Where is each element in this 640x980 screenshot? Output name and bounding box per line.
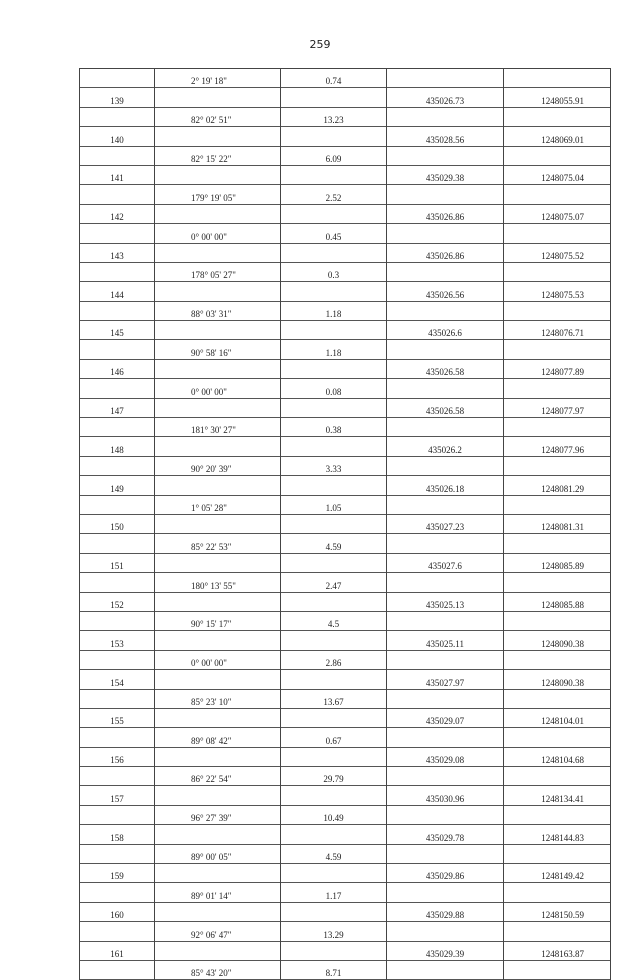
angle-cell: 181° 30' 27" [155,418,281,437]
angle-cell: 178° 05' 27" [155,262,281,281]
x-coordinate-cell: 435026.56 [387,282,504,301]
table-row [80,689,611,708]
point-number-cell: 144 [80,282,155,301]
x-coordinate-cell: 435030.96 [387,786,504,805]
point-number-cell: 152 [80,592,155,611]
angle-cell: 180° 13' 55" [155,573,281,592]
table-row [80,243,611,262]
table-row [80,883,611,902]
distance-cell: 0.38 [281,418,387,437]
table-row [80,592,611,611]
distance-cell [281,747,387,766]
x-coordinate-cell: 435029.08 [387,747,504,766]
point-number-cell: 159 [80,864,155,883]
point-number-cell [80,650,155,669]
x-coordinate-cell: 435026.58 [387,398,504,417]
table-row [80,747,611,766]
x-coordinate-cell [387,301,504,320]
distance-cell [281,592,387,611]
x-coordinate-cell: 435027.6 [387,553,504,572]
point-number-cell: 142 [80,204,155,223]
angle-cell: 85° 22' 53" [155,534,281,553]
point-number-cell [80,883,155,902]
point-number-cell: 150 [80,514,155,533]
distance-cell [281,243,387,262]
y-coordinate-cell: 1248076.71 [504,321,611,340]
table-row [80,185,611,204]
point-number-cell [80,728,155,747]
distance-cell [281,204,387,223]
point-number-cell: 160 [80,902,155,921]
x-coordinate-cell [387,146,504,165]
table-row [80,359,611,378]
table-row [80,69,611,88]
point-number-cell: 147 [80,398,155,417]
y-coordinate-cell: 1248150.59 [504,902,611,921]
table-row [80,922,611,941]
x-coordinate-cell: 435026.86 [387,243,504,262]
point-number-cell [80,767,155,786]
angle-cell [155,902,281,921]
angle-cell [155,165,281,184]
angle-cell: 0° 00' 00" [155,224,281,243]
point-number-cell [80,495,155,514]
y-coordinate-cell: 1248134.41 [504,786,611,805]
angle-cell [155,398,281,417]
point-number-cell: 148 [80,437,155,456]
point-number-cell [80,805,155,824]
x-coordinate-cell [387,456,504,475]
y-coordinate-cell: 1248144.83 [504,825,611,844]
angle-cell [155,321,281,340]
y-coordinate-cell [504,340,611,359]
x-coordinate-cell: 435029.38 [387,165,504,184]
table-row [80,437,611,456]
point-number-cell: 145 [80,321,155,340]
y-coordinate-cell [504,689,611,708]
table-row [80,514,611,533]
y-coordinate-cell: 1248090.38 [504,631,611,650]
distance-cell [281,708,387,727]
table-row [80,631,611,650]
x-coordinate-cell: 435027.23 [387,514,504,533]
point-number-cell [80,262,155,281]
y-coordinate-cell [504,534,611,553]
distance-cell: 2.86 [281,650,387,669]
distance-cell: 2.52 [281,185,387,204]
y-coordinate-cell: 1248085.89 [504,553,611,572]
distance-cell [281,282,387,301]
y-coordinate-cell [504,922,611,941]
table-row [80,553,611,572]
y-coordinate-cell [504,573,611,592]
table-row [80,262,611,281]
table-row [80,864,611,883]
page-number: 259 [309,38,331,51]
table-row [80,146,611,165]
x-coordinate-cell [387,69,504,88]
y-coordinate-cell [504,107,611,126]
distance-cell: 2.47 [281,573,387,592]
y-coordinate-cell [504,495,611,514]
y-coordinate-cell [504,960,611,979]
y-coordinate-cell [504,611,611,630]
angle-cell [155,204,281,223]
angle-cell [155,88,281,107]
x-coordinate-cell [387,611,504,630]
x-coordinate-cell [387,224,504,243]
angle-cell [155,864,281,883]
point-number-cell [80,340,155,359]
angle-cell [155,127,281,146]
y-coordinate-cell [504,728,611,747]
distance-cell [281,670,387,689]
x-coordinate-cell [387,185,504,204]
angle-cell [155,243,281,262]
angle-cell: 179° 19' 05" [155,185,281,204]
distance-cell: 10.49 [281,805,387,824]
angle-cell [155,476,281,495]
point-number-cell: 161 [80,941,155,960]
distance-cell: 0.45 [281,224,387,243]
table-row [80,127,611,146]
table-row [80,534,611,553]
x-coordinate-cell: 435027.97 [387,670,504,689]
distance-cell [281,359,387,378]
y-coordinate-cell: 1248090.38 [504,670,611,689]
distance-cell: 4.59 [281,534,387,553]
table-row [80,301,611,320]
point-number-cell: 149 [80,476,155,495]
table-row [80,107,611,126]
point-number-cell [80,844,155,863]
table-row [80,321,611,340]
point-number-cell [80,224,155,243]
distance-cell: 29.79 [281,767,387,786]
y-coordinate-cell: 1248069.01 [504,127,611,146]
distance-cell [281,864,387,883]
y-coordinate-cell: 1248085.88 [504,592,611,611]
table-row [80,805,611,824]
angle-cell [155,747,281,766]
angle-cell: 90° 15' 17" [155,611,281,630]
distance-cell [281,88,387,107]
angle-cell [155,631,281,650]
table-row [80,88,611,107]
distance-cell [281,476,387,495]
distance-cell [281,786,387,805]
y-coordinate-cell [504,883,611,902]
angle-cell: 90° 58' 16" [155,340,281,359]
y-coordinate-cell: 1248077.97 [504,398,611,417]
point-number-cell [80,456,155,475]
table-row [80,165,611,184]
angle-cell [155,786,281,805]
y-coordinate-cell: 1248075.52 [504,243,611,262]
point-number-cell [80,611,155,630]
table-row [80,495,611,514]
y-coordinate-cell: 1248163.87 [504,941,611,960]
x-coordinate-cell: 435025.11 [387,631,504,650]
table-row [80,786,611,805]
angle-cell: 82° 15' 22" [155,146,281,165]
point-number-cell [80,107,155,126]
table-row [80,902,611,921]
x-coordinate-cell [387,379,504,398]
distance-cell: 0.67 [281,728,387,747]
coordinates-table [79,68,611,980]
x-coordinate-cell: 435026.73 [387,88,504,107]
x-coordinate-cell: 435026.2 [387,437,504,456]
angle-cell [155,941,281,960]
point-number-cell [80,689,155,708]
angle-cell: 85° 43' 20" [155,960,281,979]
y-coordinate-cell [504,146,611,165]
y-coordinate-cell [504,301,611,320]
y-coordinate-cell: 1248077.89 [504,359,611,378]
y-coordinate-cell: 1248055.91 [504,88,611,107]
table-row [80,204,611,223]
distance-cell: 13.67 [281,689,387,708]
distance-cell: 0.08 [281,379,387,398]
table-body [80,69,611,980]
point-number-cell: 158 [80,825,155,844]
x-coordinate-cell: 435026.58 [387,359,504,378]
table-row [80,825,611,844]
distance-cell: 1.17 [281,883,387,902]
point-number-cell: 154 [80,670,155,689]
distance-cell: 1.05 [281,495,387,514]
point-number-cell [80,301,155,320]
distance-cell [281,553,387,572]
y-coordinate-cell: 1248075.04 [504,165,611,184]
angle-cell: 85° 23' 10" [155,689,281,708]
table-row [80,670,611,689]
x-coordinate-cell [387,534,504,553]
table-row [80,708,611,727]
x-coordinate-cell: 435029.78 [387,825,504,844]
table-row [80,340,611,359]
distance-cell [281,437,387,456]
angle-cell: 86° 22' 54" [155,767,281,786]
distance-cell: 1.18 [281,340,387,359]
distance-cell: 13.23 [281,107,387,126]
table-row [80,398,611,417]
y-coordinate-cell [504,844,611,863]
y-coordinate-cell: 1248081.29 [504,476,611,495]
distance-cell [281,825,387,844]
y-coordinate-cell: 1248081.31 [504,514,611,533]
point-number-cell: 143 [80,243,155,262]
point-number-cell [80,922,155,941]
y-coordinate-cell [504,767,611,786]
distance-cell [281,902,387,921]
point-number-cell [80,573,155,592]
y-coordinate-cell: 1248075.07 [504,204,611,223]
angle-cell [155,592,281,611]
angle-cell: 89° 00' 05" [155,844,281,863]
x-coordinate-cell [387,805,504,824]
table-row [80,650,611,669]
angle-cell: 96° 27' 39" [155,805,281,824]
x-coordinate-cell [387,650,504,669]
x-coordinate-cell: 435029.39 [387,941,504,960]
table-row [80,379,611,398]
point-number-cell: 146 [80,359,155,378]
y-coordinate-cell [504,650,611,669]
distance-cell: 4.5 [281,611,387,630]
table-row [80,224,611,243]
point-number-cell: 141 [80,165,155,184]
distance-cell: 0.74 [281,69,387,88]
distance-cell [281,398,387,417]
x-coordinate-cell [387,418,504,437]
x-coordinate-cell [387,262,504,281]
angle-cell [155,553,281,572]
x-coordinate-cell [387,922,504,941]
point-number-cell: 153 [80,631,155,650]
point-number-cell [80,146,155,165]
distance-cell [281,631,387,650]
point-number-cell [80,418,155,437]
angle-cell: 89° 01' 14" [155,883,281,902]
table-row [80,418,611,437]
table-row [80,611,611,630]
y-coordinate-cell [504,379,611,398]
point-number-cell [80,185,155,204]
angle-cell: 90° 20' 39" [155,456,281,475]
distance-cell: 3.33 [281,456,387,475]
x-coordinate-cell: 435029.86 [387,864,504,883]
distance-cell [281,941,387,960]
angle-cell: 88° 03' 31" [155,301,281,320]
x-coordinate-cell: 435025.13 [387,592,504,611]
y-coordinate-cell: 1248149.42 [504,864,611,883]
angle-cell [155,825,281,844]
y-coordinate-cell: 1248104.01 [504,708,611,727]
distance-cell [281,321,387,340]
point-number-cell [80,960,155,979]
x-coordinate-cell [387,728,504,747]
point-number-cell: 151 [80,553,155,572]
distance-cell [281,514,387,533]
point-number-cell: 139 [80,88,155,107]
point-number-cell: 156 [80,747,155,766]
angle-cell: 82° 02' 51" [155,107,281,126]
point-number-cell: 157 [80,786,155,805]
y-coordinate-cell: 1248075.53 [504,282,611,301]
distance-cell: 6.09 [281,146,387,165]
x-coordinate-cell [387,960,504,979]
angle-cell [155,670,281,689]
y-coordinate-cell [504,262,611,281]
x-coordinate-cell [387,107,504,126]
x-coordinate-cell [387,767,504,786]
angle-cell: 1° 05' 28" [155,495,281,514]
table-row [80,456,611,475]
x-coordinate-cell [387,689,504,708]
distance-cell: 13.29 [281,922,387,941]
angle-cell [155,359,281,378]
distance-cell: 1.18 [281,301,387,320]
angle-cell [155,437,281,456]
angle-cell: 89° 08' 42" [155,728,281,747]
y-coordinate-cell [504,185,611,204]
distance-cell: 8.71 [281,960,387,979]
x-coordinate-cell [387,340,504,359]
y-coordinate-cell [504,418,611,437]
y-coordinate-cell: 1248104.68 [504,747,611,766]
y-coordinate-cell [504,224,611,243]
x-coordinate-cell: 435029.07 [387,708,504,727]
y-coordinate-cell: 1248077.96 [504,437,611,456]
angle-cell [155,708,281,727]
angle-cell: 0° 00' 00" [155,650,281,669]
table-row [80,282,611,301]
x-coordinate-cell: 435029.88 [387,902,504,921]
angle-cell [155,282,281,301]
distance-cell [281,127,387,146]
point-number-cell [80,69,155,88]
table-row [80,767,611,786]
x-coordinate-cell: 435028.56 [387,127,504,146]
x-coordinate-cell: 435026.86 [387,204,504,223]
table-row [80,573,611,592]
distance-cell [281,165,387,184]
x-coordinate-cell: 435026.6 [387,321,504,340]
table-row [80,960,611,979]
y-coordinate-cell [504,69,611,88]
x-coordinate-cell [387,495,504,514]
point-number-cell: 155 [80,708,155,727]
point-number-cell [80,534,155,553]
y-coordinate-cell [504,805,611,824]
x-coordinate-cell [387,883,504,902]
distance-cell: 0.3 [281,262,387,281]
table-row [80,728,611,747]
x-coordinate-cell [387,573,504,592]
x-coordinate-cell: 435026.18 [387,476,504,495]
point-number-cell [80,379,155,398]
point-number-cell: 140 [80,127,155,146]
table-row [80,476,611,495]
angle-cell [155,514,281,533]
angle-cell: 0° 00' 00" [155,379,281,398]
distance-cell: 4.59 [281,844,387,863]
table-row [80,941,611,960]
x-coordinate-cell [387,844,504,863]
angle-cell: 92° 06' 47" [155,922,281,941]
y-coordinate-cell [504,456,611,475]
table-row [80,844,611,863]
angle-cell: 2° 19' 18" [155,69,281,88]
